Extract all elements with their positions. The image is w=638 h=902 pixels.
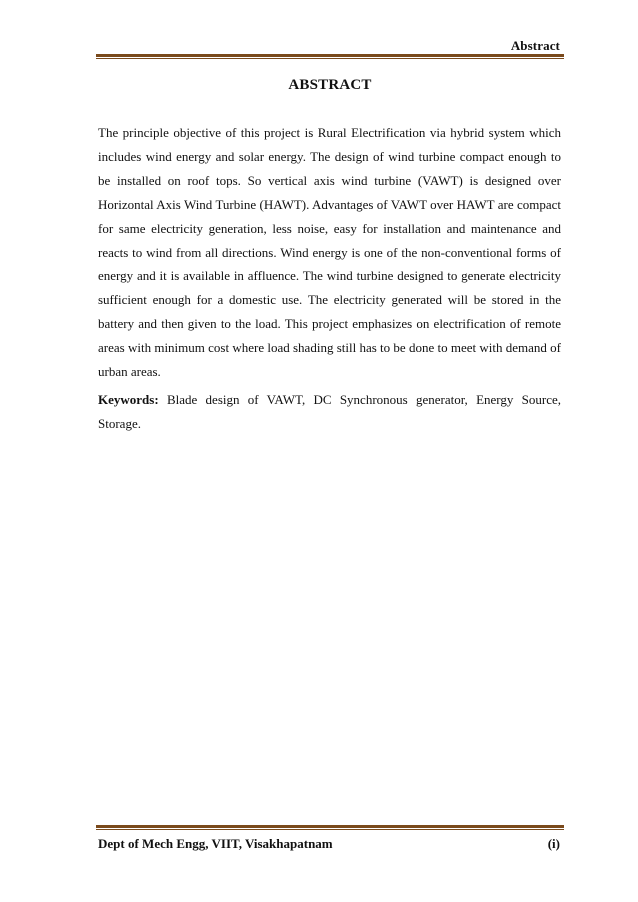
keywords-paragraph bbox=[98, 388, 561, 436]
footer-rule bbox=[96, 825, 564, 830]
page-title: ABSTRACT bbox=[288, 77, 372, 93]
footer-department: Dept of Mech Engg, VIIT, Visakhapatnam bbox=[98, 836, 333, 851]
abstract-paragraph: The principle objective of this project is Rural Electrification via hybrid system which includes wind energy and solar energy. The design of wind turbine compact enough to be installed on roof tops. So vertical axis wind turbine (VAWT) is designed over Horizontal Axis Wind Turbine (HAWT). Advantages of VAWT over HAWT are compact for same electricity generation, less noise, easy for installation and maintenance and reacts to wind from all directions. Wind energy is one of the non-conventional forms of energy and it is available in affluence. The wind turbine designed to generate electricity sufficient enough for a domestic use. The electricity generated will be stored in the battery and then given to the load. This project emphasizes on electrification of remote areas with minimum cost where load shading still has to be done to meet with demand of urban areas. bbox=[98, 125, 561, 380]
header-rule bbox=[96, 54, 564, 59]
header-rule-thin bbox=[96, 58, 564, 59]
keywords-text: Blade design of VAWT, DC Synchronous generator, Energy Source, Storage. bbox=[98, 392, 562, 431]
footer-page-number: (i) bbox=[547, 836, 560, 851]
footer-rule-thin bbox=[96, 829, 564, 830]
keywords-label: Keywords: bbox=[98, 392, 159, 407]
running-header-title: Abstract bbox=[510, 38, 560, 53]
